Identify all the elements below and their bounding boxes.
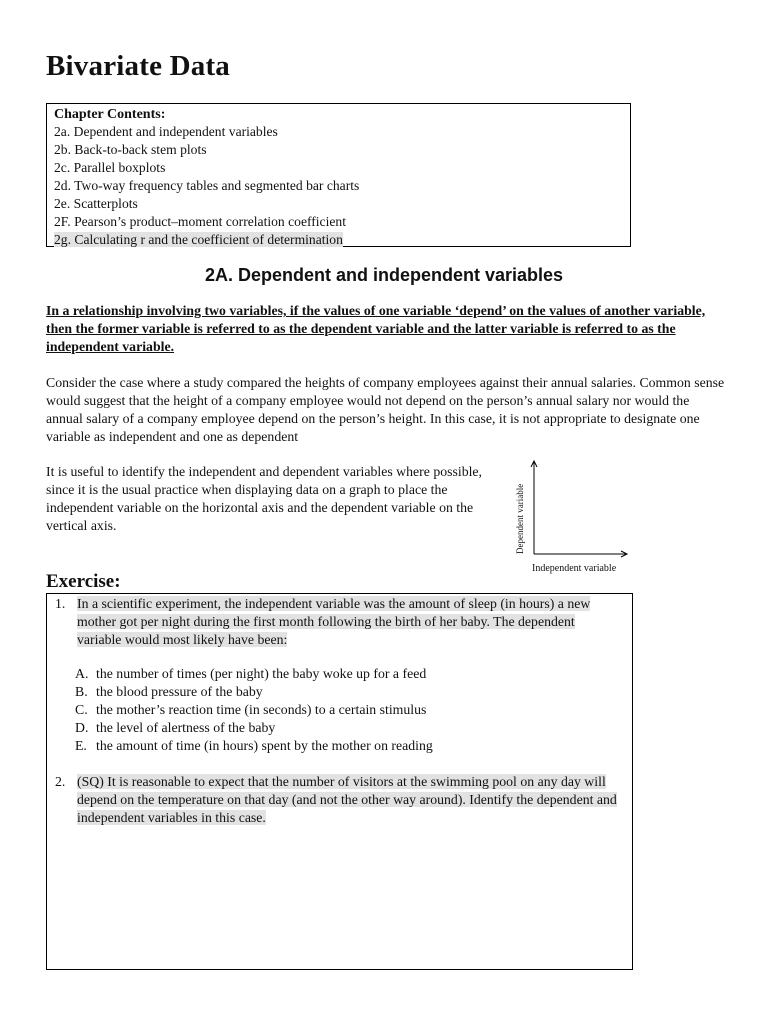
contents-item: 2b. Back-to-back stem plots — [54, 142, 207, 157]
contents-item: 2c. Parallel boxplots — [54, 160, 166, 175]
contents-item: 2a. Dependent and independent variables — [54, 124, 278, 139]
question-1-text: In a scientific experiment, the independent variable was the amount of sleep (in hours) a new mother got per night during the first month following the birth of her baby. The dependent variable would most likely have been: — [77, 596, 591, 647]
contents-item: 2e. Scatterplots — [54, 196, 138, 211]
question-number: 1. — [55, 596, 66, 611]
option-c: C. the mother’s reaction time (in seconds) to a certain stimulus — [75, 702, 427, 717]
y-axis-label: Dependent variable — [515, 483, 525, 554]
contents-item-highlighted: 2g. Calculating r and the coefficient of determination — [54, 232, 343, 247]
chapter-contents-box — [46, 103, 631, 247]
question-number: 2. — [55, 774, 66, 789]
question-1 — [55, 595, 625, 655]
paragraph-axis-convention: It is useful to identify the independent and dependent variables where possible, since it is the usual practice when displaying data on a graph to place the independent variable on the horizontal axis and the dependent variable on the vertical axis. — [46, 464, 483, 533]
contents-heading: Chapter Contents: — [54, 107, 166, 122]
option-e: E. the amount of time (in hours) spent by the mother on reading — [75, 738, 433, 753]
question-2 — [55, 773, 625, 833]
contents-item: 2d. Two-way frequency tables and segmented bar charts — [54, 178, 360, 193]
paragraph-heights-salaries: Consider the case where a study compared the heights of company employees against their annual salaries. Common sense would suggest that the height of a company employee would not depend on the person’s annual salary nor would the annual salary of a company employee depend on the person’s height. In this case, it is not appropriate to designate one variable as independent and one as dependent — [46, 375, 725, 444]
option-a: A. the number of times (per night) the baby woke up for a feed — [75, 666, 427, 681]
section-heading: 2A. Dependent and independent variables — [204, 265, 564, 285]
axes-diagram — [510, 458, 635, 578]
question-2-text: (SQ) It is reasonable to expect that the number of visitors at the swimming pool on any day will depend on the temperature on that day (and not the other way around). Identify the dependent and independent variables in this case. — [77, 774, 617, 825]
option-b: B. the blood pressure of the baby — [75, 684, 263, 699]
x-axis-label: Independent variable — [532, 563, 617, 574]
contents-item: 2F. Pearson’s product–moment correlation coefficient — [54, 214, 346, 229]
option-d: D. the level of alertness of the baby — [75, 720, 276, 735]
page-title: Bivariate Data — [46, 50, 231, 82]
definition-text: In a relationship involving two variables, if the values of one variable ‘depend’ on the values of another variable, then the former variable is referred to as the dependent variable and the latter variable is referred to as the independent variable. — [46, 303, 706, 354]
exercise-box — [46, 593, 633, 970]
exercise-heading: Exercise: — [46, 571, 121, 592]
